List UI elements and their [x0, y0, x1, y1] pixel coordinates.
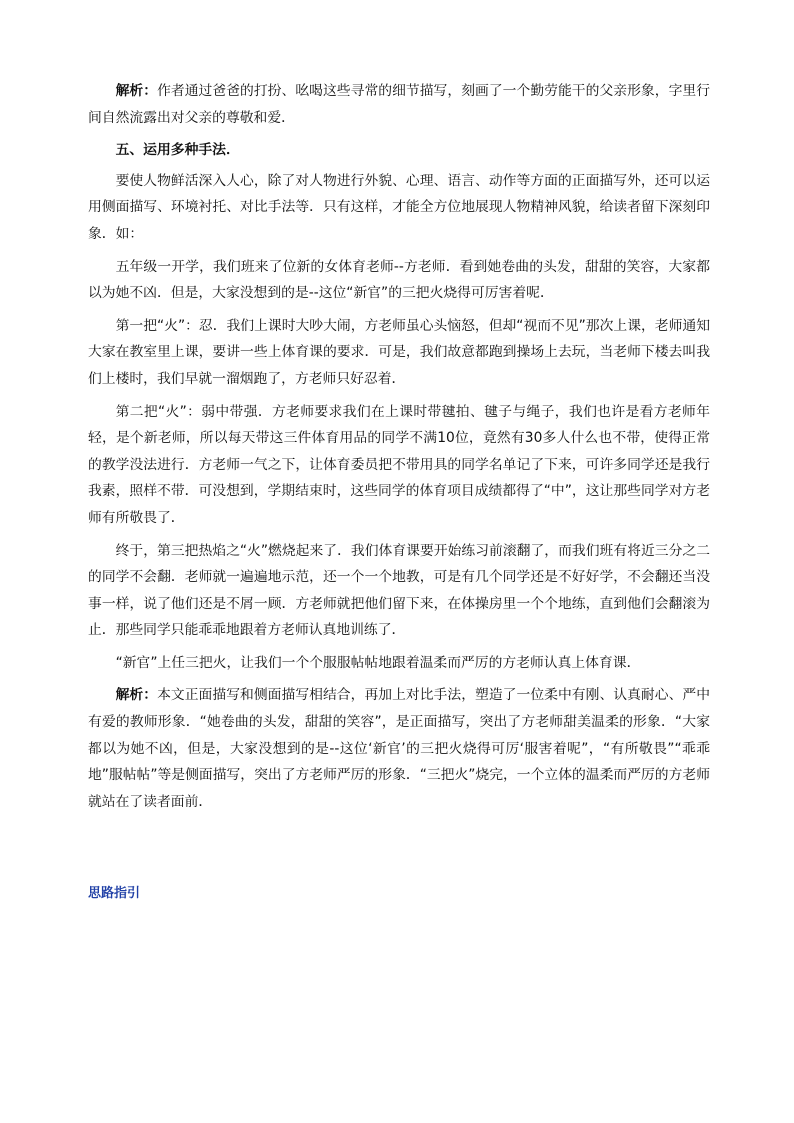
- story-paragraph-5: “新官”上任三把火，让我们一个个服服帖帖地跟着温柔而严厉的方老师认真上体育课．: [115, 654, 641, 671]
- analysis-label: 解析：: [115, 83, 158, 99]
- story-paragraph-2: 第一把“火”：忍．我们上课时大吵大闹，方老师虽心头恼怒，但却“视而不见”那次上课，老师通知大家在教室里上课，要讲一些上体育课的要求．可是，我们故意都跑到操场上去玩，当老师下楼去叫我们上楼时，我们早就一溜烟跑了，方老师只好忍着．: [88, 317, 710, 387]
- analysis-label-2: 解析：: [115, 687, 158, 704]
- story-paragraph-4: 终于，第三把热焰之“火”燃烧起来了．我们体育课要开始练习前滚翻了，而我们班有将近三分之二的同学不会翻．老师就一遍遍地示范，还一个一个地教，可是有几个同学还是不好好学，不会翻还当没事一样，说了他们还是不屑一顾．方老师就把他们留下来，在体操房里一个个地练，直到他们会翻滚为止．那些同学只能乖乖地跟着方老师认真地训练了．: [88, 542, 710, 639]
- guide-heading: 思路指引: [88, 886, 141, 901]
- story-paragraph-1: 五年级一开学，我们班来了位新的女体育老师--方老师．看到她卷曲的头发，甜甜的笑容，大家都以为她不凶．但是，大家没想到的是--这位“新官”的三把火烧得可厉害着呢．: [88, 258, 710, 302]
- analysis-text: 作者通过爸爸的打扮、吆喝这些寻常的细节描写，刻画了一个勤劳能干的父亲形象，字里行间自然流露出对父亲的尊敬和爱．: [88, 83, 711, 126]
- story-paragraph-3: 第二把“火”：弱中带强．方老师要求我们在上课时带毽拍、毽子与绳子，我们也许是看方老师年轻，是个新老师，所以每天带这三件体育用品的同学不满10位，竟然有30多人什么也不带，使得正常的教学没法进行．方老师一气之下，让体育委员把不带用具的同学名单记了下来，可许多同学还是我行我素，照样不带．可没想到，学期结束时，这些同学的体育项目成绩都得了“中”，这让那些同学对方老师有所敬畏了．: [88, 403, 710, 526]
- intro-paragraph: 要使人物鲜活深入人心，除了对人物进行外貌、心理、语言、动作等方面的正面描写外，还可以运用侧面描写、环境衬托、对比手法等．只有这样，才能全方位地展现人物精神风貌，给读者留下深刻印象．如：: [88, 172, 710, 242]
- analysis-paragraph-1: [88, 78, 710, 131]
- section-heading: 五、运用多种手法．: [115, 142, 240, 159]
- document-body: [88, 78, 710, 821]
- analysis-text-2: 本文正面描写和侧面描写相结合，再加上对比手法，塑造了一位柔中有刚、认真耐心、严中有爱的教师形象．“她卷曲的头发，甜甜的笑容”，是正面描写，突出了方老师甜美温柔的形象．“大家都以为她不凶，但是，大家没想到的是--这位‘新官’的三把火烧得可厉‘服害着呢”，“有所敬畏”“乖乖地”服帖帖”等是侧面描写，突出了方老师严厉的形象．“三把火”烧完，一个立体的温柔而严厉的方老师就站在了读者面前．: [88, 687, 711, 810]
- analysis-paragraph-2: [88, 682, 710, 815]
